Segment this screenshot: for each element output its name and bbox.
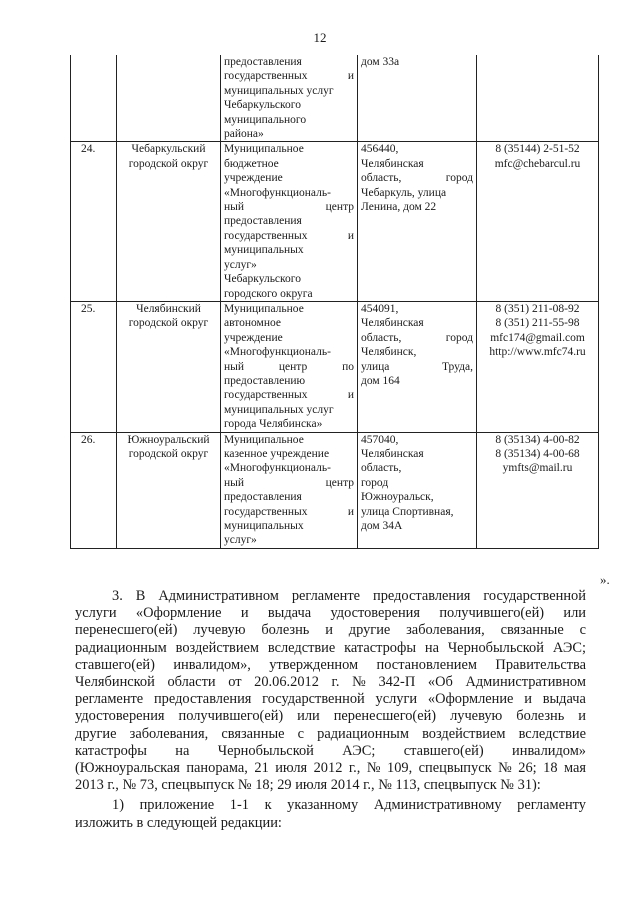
organization-word: муниципальных [224, 520, 304, 532]
text-word: г., [348, 760, 361, 777]
organization-word: муниципальных услуг [224, 84, 334, 97]
text-word: приложение [139, 797, 215, 814]
text-word: панорама, [186, 760, 248, 777]
address-line [361, 55, 473, 69]
text-word: № [378, 777, 396, 794]
text-word: получившего(ей) [178, 708, 284, 725]
address-line [361, 490, 473, 504]
address-word: Труда, [441, 360, 473, 373]
address-word: Челябинская [361, 157, 424, 170]
organization-line [224, 55, 354, 69]
text-word: к [264, 797, 272, 814]
text-word: области [167, 674, 216, 691]
organization-line [224, 388, 354, 402]
organization-line [224, 69, 354, 83]
contact-line: http://www.mfc74.ru [489, 346, 586, 359]
address-line [361, 157, 473, 171]
text-word: с [297, 725, 305, 742]
organization-line [224, 360, 354, 374]
address-line [361, 374, 473, 388]
text-word: июля [295, 777, 331, 794]
organization-line [224, 127, 354, 141]
organization-word: Муниципальное [224, 143, 304, 156]
organization-word: ный [224, 201, 245, 214]
organization-word: «Многофункциональ- [224, 186, 331, 199]
text-word: 21 [254, 760, 269, 777]
text-word: удостоверения [330, 605, 421, 622]
contact-cell [477, 301, 599, 432]
organization-word: предоставлению [224, 374, 306, 387]
organization-word: и [347, 505, 354, 518]
text-word: связанные [500, 622, 564, 639]
text-word: Административном [465, 674, 586, 691]
organization-line [224, 200, 354, 214]
organization-word: Муниципальное [224, 302, 304, 315]
address-word: Челябинская [361, 317, 424, 330]
contact-line: 8 (35134) 4-00-82 [495, 433, 580, 446]
text-word: предоставления [373, 588, 471, 604]
text-word: 18 [543, 760, 558, 777]
text-word: другие [75, 725, 117, 742]
contact-line: 8 (351) 211-55-98 [495, 317, 580, 330]
text-word: № [366, 760, 381, 777]
text-word: июля [275, 760, 308, 777]
text-word: (Южноуральская [75, 760, 180, 777]
text-word: болезнь [516, 708, 565, 725]
organization-word: центр [278, 360, 308, 373]
address-word: 457040, [361, 433, 399, 446]
organization-line [224, 229, 354, 243]
address-word: город [361, 476, 389, 489]
text-word: 342-П [378, 674, 416, 691]
text-word: на [175, 742, 190, 759]
text-word: и [325, 622, 333, 639]
address-line [361, 316, 473, 330]
text-word: связанные [221, 725, 285, 742]
text-word: регламенте [291, 588, 361, 604]
text-word: вследствие [267, 639, 336, 656]
organization-line [224, 287, 354, 301]
organization-line [224, 345, 354, 359]
organization-word: центр [325, 201, 354, 214]
address-line [361, 200, 473, 214]
text-word: Челябинской [75, 674, 155, 691]
municipality-line: городской округ [128, 157, 209, 170]
text-line [75, 743, 586, 760]
organization-line [224, 113, 354, 127]
text-word: от [228, 674, 242, 691]
text-word: утвержденном [269, 656, 359, 673]
text-word: 113, [395, 777, 424, 794]
organization-word: бюджетное [224, 157, 279, 170]
organization-word: услуг» [224, 534, 257, 547]
text-word: 2012 [313, 760, 343, 777]
organization-line [224, 272, 354, 286]
text-word: № [498, 760, 512, 777]
address-cell [358, 301, 477, 432]
page-number: 12 [313, 30, 327, 45]
organization-line [224, 331, 354, 345]
row-number: 25. [71, 301, 117, 432]
text-word: г., [107, 777, 123, 794]
text-word: 1-1 [229, 797, 249, 814]
address-word: Челябинск, [361, 346, 417, 359]
text-word: Чернобыльской [217, 742, 314, 759]
organization-line [224, 171, 354, 185]
organization-word: города Челябинска» [224, 418, 323, 431]
text-word: спецвыпуск [161, 777, 238, 794]
text-word: г., [363, 777, 379, 794]
text-word: АЭС; [342, 742, 376, 759]
address-line [361, 331, 473, 345]
organization-line [224, 258, 354, 272]
text-word: получившего(ей) [439, 605, 545, 622]
text-word: 1) [112, 797, 124, 814]
address-line [361, 186, 473, 200]
text-word: № [352, 674, 366, 691]
text-word: спецвыпуск [418, 760, 492, 777]
municipality-cell [117, 142, 221, 301]
text-word: редакции: [220, 814, 282, 831]
organization-line [224, 157, 354, 171]
address-word: область, [361, 172, 402, 185]
table-row [71, 55, 599, 142]
organization-line [224, 519, 354, 533]
address-line [361, 433, 473, 447]
municipality-cell [117, 432, 221, 548]
address-word: Южноуральск, [361, 491, 434, 504]
text-word: Правительства [495, 656, 586, 673]
mfc-table [70, 55, 599, 549]
text-word: инвалидом», [173, 656, 251, 673]
text-line [75, 605, 586, 622]
address-word: дом 33а [361, 56, 400, 68]
organization-word: Муниципальное [224, 433, 304, 446]
address-word: область, [361, 462, 402, 475]
organization-word: учреждение [224, 172, 283, 185]
organization-line [224, 98, 354, 112]
address-word: дом 164 [361, 374, 400, 387]
text-word: В [135, 588, 146, 604]
address-word: Чебаркуль, улица [361, 186, 447, 199]
municipality-line: городской округ [128, 447, 209, 460]
contact-cell [477, 55, 599, 142]
organization-word: автономное [224, 317, 281, 330]
text-word: 109, [387, 760, 413, 777]
municipality-cell [117, 55, 221, 142]
address-word: Челябинская [361, 447, 424, 460]
organization-word: услуг» [224, 258, 257, 271]
text-word: в [136, 814, 147, 831]
organization-word: центр [325, 476, 354, 489]
organization-cell [221, 55, 358, 142]
municipality-line: Челябинский [136, 302, 201, 315]
contact-cell [477, 142, 599, 301]
address-line [361, 447, 473, 461]
text-word: предоставления [153, 691, 252, 708]
text-word: выдача [542, 691, 586, 708]
text-word: «Об [427, 674, 453, 691]
address-word: улица [361, 360, 390, 373]
municipality-cell [117, 301, 221, 432]
organization-word: муниципального [224, 113, 307, 126]
text-word: № [500, 777, 518, 794]
organization-word: Чебаркульского [224, 99, 301, 112]
organization-word: городского округа [224, 287, 313, 300]
contact-line: mfc174@gmail.com [490, 331, 585, 344]
organization-line [224, 374, 354, 388]
organization-line [224, 533, 354, 547]
address-word: город [445, 172, 473, 185]
text-word: изложить [75, 814, 137, 831]
text-word: регламенте [75, 691, 144, 708]
text-word: указанному [287, 797, 359, 814]
text-word: или [297, 708, 320, 725]
text-word: удостоверения [75, 708, 165, 725]
organization-word: государственных [224, 505, 308, 518]
address-word: улица Спортивная, [361, 505, 454, 518]
address-line [361, 345, 473, 359]
text-word: или [563, 605, 586, 622]
text-word: 2013 [75, 777, 108, 794]
organization-line [224, 447, 354, 461]
address-word: город [445, 331, 473, 344]
text-word: 29 [277, 777, 296, 794]
address-cell [358, 432, 477, 548]
text-line [75, 760, 586, 777]
table-row [71, 142, 599, 301]
text-word: 26; [518, 760, 537, 777]
text-word: заболевания, [129, 725, 209, 742]
address-cell [358, 142, 477, 301]
text-word: воздействием [175, 639, 260, 656]
text-word: катастрофы [75, 742, 147, 759]
text-word: перенесшего(ей) [333, 708, 437, 725]
row-number: 26. [71, 432, 117, 548]
organization-line [224, 186, 354, 200]
text-line [75, 622, 586, 639]
organization-line [224, 490, 354, 504]
text-line [75, 674, 586, 691]
organization-word: учреждение [224, 331, 283, 344]
address-word: дом 34А [361, 520, 403, 532]
address-line [361, 142, 473, 156]
text-word: Чернобыльской [447, 639, 544, 656]
text-word: услуги [375, 691, 418, 708]
organization-word: государственных [224, 70, 308, 83]
text-word: лучевую [450, 708, 503, 725]
organization-line [224, 302, 354, 316]
text-word: спецвыпуск [423, 777, 501, 794]
table-row [71, 432, 599, 548]
text-word: ставшего(ей) [75, 656, 155, 673]
organization-word: предоставления [224, 491, 302, 504]
text-word: другие [348, 622, 391, 639]
text-word: болезнь [261, 622, 310, 639]
text-line [75, 691, 586, 708]
organization-line [224, 142, 354, 156]
closing-quote: ». [600, 572, 610, 587]
text-word: выдача [267, 605, 312, 622]
text-line [75, 640, 586, 657]
address-line [361, 476, 473, 490]
address-line [361, 461, 473, 475]
text-line [75, 588, 586, 605]
text-word: услуги [75, 605, 117, 622]
organization-line [224, 84, 354, 98]
municipality-line: Южноуральский [127, 433, 210, 446]
text-word: г. [331, 674, 340, 691]
row-number [71, 55, 117, 142]
organization-cell [221, 432, 358, 548]
text-word: радиационным [317, 725, 409, 742]
text-word: 20.06.2012 [254, 674, 319, 691]
text-word: № [122, 777, 140, 794]
text-word: радиационным [75, 639, 167, 656]
organization-line [224, 505, 354, 519]
contact-line: mfc@chebarcul.ru [494, 157, 581, 170]
text-word: ставшего(ей) [403, 742, 484, 759]
text-word: регламенту [517, 797, 586, 814]
organization-word: муниципальных [224, 244, 304, 257]
organization-word: и [347, 70, 354, 83]
text-word: 18; [255, 777, 278, 794]
text-word: перенесшего(ей) [75, 622, 178, 639]
contact-cell [477, 432, 599, 548]
text-word: заболевания, [406, 622, 485, 639]
organization-word: государственных [224, 229, 308, 242]
text-word: следующей [146, 814, 221, 831]
text-word: мая [563, 760, 586, 777]
text-word: «Оформление [135, 605, 222, 622]
contact-line: ymfts@mail.ru [502, 462, 573, 475]
row-number: 24. [71, 142, 117, 301]
address-word: Ленина, дом 22 [361, 201, 437, 214]
text-word: государственной [483, 588, 586, 604]
organization-word: «Многофункциональ- [224, 346, 331, 359]
text-word: воздействием [422, 725, 506, 742]
text-word: и [240, 605, 249, 622]
address-line [361, 519, 473, 533]
text-line [75, 815, 586, 832]
address-line [361, 302, 473, 316]
text-line [75, 777, 586, 794]
organization-word: предоставления [224, 56, 302, 68]
table-row [71, 301, 599, 432]
text-line [75, 726, 586, 743]
text-word: 3. [112, 588, 123, 604]
organization-line [224, 433, 354, 447]
text-word: лучевую [193, 622, 246, 639]
address-line [361, 171, 473, 185]
text-line [75, 797, 586, 814]
address-word: область, [361, 331, 402, 344]
organization-word: ный [224, 360, 245, 373]
text-word: 2014 [330, 777, 364, 794]
organization-word: района» [224, 128, 264, 141]
text-line [75, 657, 586, 674]
organization-line [224, 243, 354, 257]
municipality-line: Чебаркульский [131, 143, 206, 156]
contact-line: 8 (351) 211-08-92 [495, 302, 580, 315]
amendment-text [75, 588, 586, 832]
organization-word: муниципальных услуг [224, 403, 334, 416]
text-word: Административном [158, 588, 279, 604]
text-line [75, 708, 586, 725]
organization-word: по [342, 360, 354, 373]
address-word: 456440, [361, 143, 399, 156]
text-word: катастрофы [344, 639, 417, 656]
organization-line [224, 316, 354, 330]
organization-cell [221, 142, 358, 301]
address-line [361, 360, 473, 374]
organization-line [224, 214, 354, 228]
text-word: постановлением [376, 656, 478, 673]
organization-word: ный [224, 476, 245, 489]
organization-word: и [347, 229, 354, 242]
contact-line: 8 (35144) 2-51-52 [495, 143, 580, 156]
contact-line: 8 (35134) 4-00-68 [495, 447, 580, 460]
text-word: и [578, 708, 586, 725]
text-word: «Оформление [427, 691, 514, 708]
organization-line [224, 417, 354, 431]
text-word: 31): [517, 777, 541, 794]
text-word: Административному [373, 797, 502, 814]
organization-word: «Многофункциональ- [224, 462, 331, 475]
text-word: № [237, 777, 256, 794]
text-word: с [579, 622, 586, 639]
organization-word: и [347, 389, 354, 402]
organization-word: государственных [224, 389, 308, 402]
address-line [361, 505, 473, 519]
organization-word: предоставления [224, 215, 302, 228]
text-word: и [524, 691, 532, 708]
organization-cell [221, 301, 358, 432]
text-word: инвалидом» [512, 742, 586, 759]
text-word: вследствие [518, 725, 586, 742]
text-word: АЭС; [552, 639, 586, 656]
organization-line [224, 461, 354, 475]
text-word: 73, [139, 777, 162, 794]
text-word: государственной [262, 691, 365, 708]
organization-word: казенное учреждение [224, 447, 330, 460]
municipality-line: городской округ [128, 317, 209, 330]
address-word: 454091, [361, 302, 399, 315]
address-cell [358, 55, 477, 142]
text-word: на [424, 639, 439, 656]
organization-word: Чебаркульского [224, 273, 301, 286]
organization-line [224, 476, 354, 490]
organization-line [224, 403, 354, 417]
